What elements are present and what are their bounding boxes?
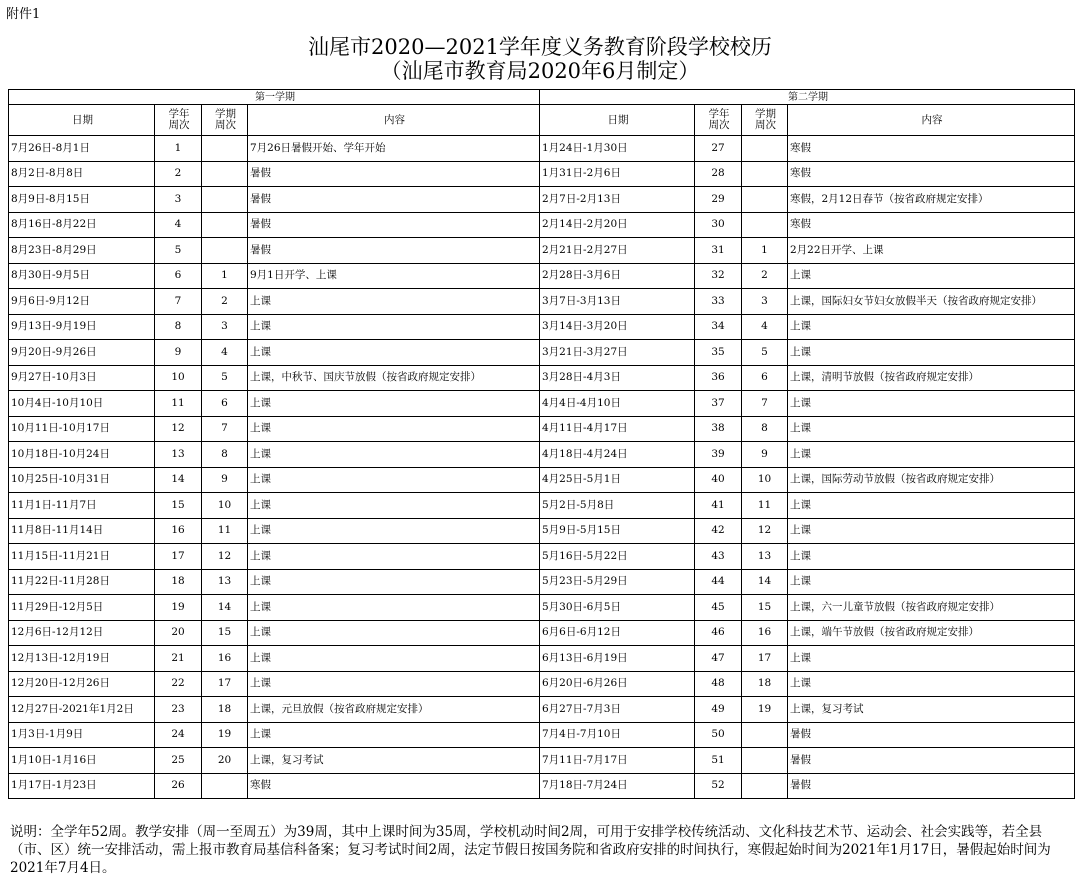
year-week-cell: 24: [155, 722, 202, 748]
term-week-cell: 16: [742, 620, 788, 646]
term-week-cell: [202, 136, 248, 162]
term-week-cell: [202, 187, 248, 213]
table-row: [9, 212, 1075, 238]
date-cell: 6月6日-6月12日: [540, 620, 695, 646]
content-cell: 上课: [788, 263, 1075, 289]
term-week-cell: 19: [202, 722, 248, 748]
table-row: [9, 748, 1075, 774]
content-cell: 上课: [248, 314, 540, 340]
content-cell: 寒假: [248, 773, 540, 799]
term-week-cell: [742, 161, 788, 187]
header-date: 日期: [9, 105, 155, 136]
date-cell: 4月25日-5月1日: [540, 467, 695, 493]
year-week-cell: 22: [155, 671, 202, 697]
date-cell: 3月7日-3月13日: [540, 289, 695, 315]
year-week-cell: 18: [155, 569, 202, 595]
date-cell: 1月10日-1月16日: [9, 748, 155, 774]
term-week-cell: 14: [202, 595, 248, 621]
year-week-cell: 35: [695, 340, 742, 366]
content-cell: 上课，清明节放假（按省政府规定安排）: [788, 365, 1075, 391]
header-content: 内容: [788, 105, 1075, 136]
year-week-cell: 49: [695, 697, 742, 723]
term-week-cell: 2: [742, 263, 788, 289]
term-week-cell: 3: [742, 289, 788, 315]
column-header-row: [9, 105, 1075, 136]
term-week-cell: [742, 773, 788, 799]
content-cell: 上课: [788, 518, 1075, 544]
year-week-cell: 37: [695, 391, 742, 417]
term-week-cell: 6: [742, 365, 788, 391]
content-cell: 上课: [248, 442, 540, 468]
table-row: [9, 263, 1075, 289]
table-row: [9, 442, 1075, 468]
term-week-cell: 14: [742, 569, 788, 595]
date-cell: 12月6日-12月12日: [9, 620, 155, 646]
year-week-cell: 40: [695, 467, 742, 493]
content-cell: 上课: [788, 671, 1075, 697]
term-week-cell: 1: [202, 263, 248, 289]
content-cell: 寒假: [788, 136, 1075, 162]
year-week-cell: 50: [695, 722, 742, 748]
date-cell: 8月2日-8月8日: [9, 161, 155, 187]
table-row: [9, 161, 1075, 187]
term-week-cell: [202, 212, 248, 238]
term-week-cell: 9: [742, 442, 788, 468]
year-week-cell: 10: [155, 365, 202, 391]
term-week-cell: 12: [202, 544, 248, 570]
semester-2-header: 第二学期: [540, 90, 1075, 105]
content-cell: 上课: [788, 493, 1075, 519]
date-cell: 8月23日-8月29日: [9, 238, 155, 264]
table-row: [9, 569, 1075, 595]
table-row: [9, 544, 1075, 570]
date-cell: 4月18日-4月24日: [540, 442, 695, 468]
header-term-week: 学期周次: [742, 105, 788, 136]
year-week-cell: 16: [155, 518, 202, 544]
content-cell: 上课: [248, 391, 540, 417]
content-cell: 暑假: [248, 212, 540, 238]
year-week-cell: 45: [695, 595, 742, 621]
year-week-cell: 8: [155, 314, 202, 340]
date-cell: 9月6日-9月12日: [9, 289, 155, 315]
content-cell: 寒假: [788, 212, 1075, 238]
content-cell: 上课: [248, 595, 540, 621]
year-week-cell: 47: [695, 646, 742, 672]
content-cell: 寒假，2月12日春节（按省政府规定安排）: [788, 187, 1075, 213]
term-week-cell: [742, 187, 788, 213]
term-week-cell: 18: [202, 697, 248, 723]
date-cell: 9月27日-10月3日: [9, 365, 155, 391]
content-cell: 上课: [248, 544, 540, 570]
content-cell: 暑假: [788, 722, 1075, 748]
date-cell: 5月23日-5月29日: [540, 569, 695, 595]
term-week-cell: 13: [202, 569, 248, 595]
year-week-cell: 28: [695, 161, 742, 187]
header-year-week: 学年周次: [155, 105, 202, 136]
date-cell: 12月20日-12月26日: [9, 671, 155, 697]
date-cell: 3月14日-3月20日: [540, 314, 695, 340]
term-week-cell: [742, 748, 788, 774]
year-week-cell: 51: [695, 748, 742, 774]
term-week-cell: 7: [202, 416, 248, 442]
date-cell: 7月11日-7月17日: [540, 748, 695, 774]
table-row: [9, 646, 1075, 672]
year-week-cell: 17: [155, 544, 202, 570]
content-cell: 上课: [248, 646, 540, 672]
date-cell: 11月15日-11月21日: [9, 544, 155, 570]
term-week-cell: 11: [202, 518, 248, 544]
date-cell: 7月4日-7月10日: [540, 722, 695, 748]
table-row: [9, 671, 1075, 697]
table-row: [9, 238, 1075, 264]
content-cell: 上课: [788, 314, 1075, 340]
term-week-cell: 4: [202, 340, 248, 366]
content-cell: 上课: [788, 569, 1075, 595]
content-cell: 9月1日开学、上课: [248, 263, 540, 289]
date-cell: 8月9日-8月15日: [9, 187, 155, 213]
term-week-cell: [742, 722, 788, 748]
content-cell: 暑假: [788, 748, 1075, 774]
content-cell: 上课，元旦放假（按省政府规定安排）: [248, 697, 540, 723]
content-cell: 暑假: [248, 187, 540, 213]
date-cell: 11月29日-12月5日: [9, 595, 155, 621]
content-cell: 上课: [248, 340, 540, 366]
year-week-cell: 15: [155, 493, 202, 519]
date-cell: 12月27日-2021年1月2日: [9, 697, 155, 723]
year-week-cell: 23: [155, 697, 202, 723]
content-cell: 上课: [788, 340, 1075, 366]
date-cell: 4月4日-4月10日: [540, 391, 695, 417]
year-week-cell: 4: [155, 212, 202, 238]
year-week-cell: 12: [155, 416, 202, 442]
content-cell: 暑假: [788, 773, 1075, 799]
table-row: [9, 391, 1075, 417]
date-cell: 10月18日-10月24日: [9, 442, 155, 468]
term-week-cell: 15: [202, 620, 248, 646]
year-week-cell: 52: [695, 773, 742, 799]
table-row: [9, 416, 1075, 442]
term-week-cell: 10: [742, 467, 788, 493]
page-title: 汕尾市2020—2021学年度义务教育阶段学校校历: [308, 35, 772, 59]
content-cell: 上课，国际劳动节放假（按省政府规定安排）: [788, 467, 1075, 493]
date-cell: 9月13日-9月19日: [9, 314, 155, 340]
date-cell: 5月30日-6月5日: [540, 595, 695, 621]
term-week-cell: 4: [742, 314, 788, 340]
year-week-cell: 32: [695, 263, 742, 289]
year-week-cell: 1: [155, 136, 202, 162]
date-cell: 12月13日-12月19日: [9, 646, 155, 672]
content-cell: 上课: [248, 289, 540, 315]
content-cell: 上课: [788, 391, 1075, 417]
content-cell: 暑假: [248, 161, 540, 187]
content-cell: 上课: [788, 544, 1075, 570]
content-cell: 上课: [248, 671, 540, 697]
term-week-cell: 15: [742, 595, 788, 621]
year-week-cell: 25: [155, 748, 202, 774]
table-row: [9, 314, 1075, 340]
content-cell: 上课: [248, 467, 540, 493]
table-row: [9, 365, 1075, 391]
year-week-cell: 41: [695, 493, 742, 519]
year-week-cell: 19: [155, 595, 202, 621]
content-cell: 上课: [788, 442, 1075, 468]
year-week-cell: 43: [695, 544, 742, 570]
content-cell: 7月26日暑假开始、学年开始: [248, 136, 540, 162]
term-week-cell: 11: [742, 493, 788, 519]
year-week-cell: 13: [155, 442, 202, 468]
header-year-week: 学年周次: [695, 105, 742, 136]
year-week-cell: 7: [155, 289, 202, 315]
term-week-cell: 6: [202, 391, 248, 417]
date-cell: 8月30日-9月5日: [9, 263, 155, 289]
attachment-label: 附件1: [6, 7, 41, 22]
term-week-cell: [742, 136, 788, 162]
footnote: 说明：全学年52周。教学安排（周一至周五）为39周，其中上课时间为35周，学校机动时间2周，可用于安排学校传统活动、文化科技艺术节、运动会、社会实践等，若全县（市、区）统一安排活动，需上报市教育局基信科备案；复习考试时间2周，法定节假日按国务院和省政府安排的时间执行，寒假起始时间为2021年1月17日，暑假起始时间为2021年7月4日。: [10, 824, 1051, 876]
table-row: [9, 187, 1075, 213]
year-week-cell: 48: [695, 671, 742, 697]
date-cell: 9月20日-9月26日: [9, 340, 155, 366]
date-cell: 2月28日-3月6日: [540, 263, 695, 289]
date-cell: 1月24日-1月30日: [540, 136, 695, 162]
term-week-cell: 8: [742, 416, 788, 442]
table-row: [9, 518, 1075, 544]
content-cell: 上课: [248, 518, 540, 544]
year-week-cell: 26: [155, 773, 202, 799]
page-subtitle: （汕尾市教育局2020年6月制定）: [380, 59, 700, 83]
date-cell: 3月28日-4月3日: [540, 365, 695, 391]
date-cell: 11月8日-11月14日: [9, 518, 155, 544]
date-cell: 11月1日-11月7日: [9, 493, 155, 519]
year-week-cell: 31: [695, 238, 742, 264]
term-week-cell: 1: [742, 238, 788, 264]
school-calendar-table: [8, 89, 1075, 799]
term-week-cell: [742, 212, 788, 238]
term-week-cell: 5: [202, 365, 248, 391]
term-week-cell: 13: [742, 544, 788, 570]
date-cell: 4月11日-4月17日: [540, 416, 695, 442]
year-week-cell: 46: [695, 620, 742, 646]
year-week-cell: 30: [695, 212, 742, 238]
date-cell: 5月16日-5月22日: [540, 544, 695, 570]
content-cell: 上课: [248, 722, 540, 748]
year-week-cell: 27: [695, 136, 742, 162]
year-week-cell: 21: [155, 646, 202, 672]
header-content: 内容: [248, 105, 540, 136]
term-week-cell: 18: [742, 671, 788, 697]
header-term-week: 学期周次: [202, 105, 248, 136]
date-cell: 2月21日-2月27日: [540, 238, 695, 264]
content-cell: 2月22日开学、上课: [788, 238, 1075, 264]
content-cell: 寒假: [788, 161, 1075, 187]
table-row: [9, 340, 1075, 366]
term-week-cell: 17: [202, 671, 248, 697]
term-week-cell: 17: [742, 646, 788, 672]
term-week-cell: 3: [202, 314, 248, 340]
year-week-cell: 11: [155, 391, 202, 417]
date-cell: 10月25日-10月31日: [9, 467, 155, 493]
year-week-cell: 3: [155, 187, 202, 213]
term-week-cell: 5: [742, 340, 788, 366]
year-week-cell: 9: [155, 340, 202, 366]
term-week-cell: 7: [742, 391, 788, 417]
term-week-cell: 2: [202, 289, 248, 315]
date-cell: 7月18日-7月24日: [540, 773, 695, 799]
semester-header-row: [9, 90, 1075, 105]
date-cell: 10月4日-10月10日: [9, 391, 155, 417]
year-week-cell: 36: [695, 365, 742, 391]
date-cell: 7月26日-8月1日: [9, 136, 155, 162]
term-week-cell: [202, 773, 248, 799]
semester-1-header: 第一学期: [9, 90, 540, 105]
year-week-cell: 33: [695, 289, 742, 315]
year-week-cell: 44: [695, 569, 742, 595]
content-cell: 上课: [248, 416, 540, 442]
content-cell: 暑假: [248, 238, 540, 264]
table-row: [9, 467, 1075, 493]
year-week-cell: 29: [695, 187, 742, 213]
date-cell: 3月21日-3月27日: [540, 340, 695, 366]
table-row: [9, 697, 1075, 723]
date-cell: 6月13日-6月19日: [540, 646, 695, 672]
year-week-cell: 5: [155, 238, 202, 264]
year-week-cell: 20: [155, 620, 202, 646]
date-cell: 5月2日-5月8日: [540, 493, 695, 519]
year-week-cell: 42: [695, 518, 742, 544]
content-cell: 上课: [248, 569, 540, 595]
date-cell: 11月22日-11月28日: [9, 569, 155, 595]
date-cell: 5月9日-5月15日: [540, 518, 695, 544]
year-week-cell: 39: [695, 442, 742, 468]
table-row: [9, 773, 1075, 799]
content-cell: 上课，端午节放假（按省政府规定安排）: [788, 620, 1075, 646]
content-cell: 上课，复习考试: [248, 748, 540, 774]
date-cell: 2月7日-2月13日: [540, 187, 695, 213]
content-cell: 上课: [788, 416, 1075, 442]
table-row: [9, 136, 1075, 162]
term-week-cell: 9: [202, 467, 248, 493]
year-week-cell: 34: [695, 314, 742, 340]
term-week-cell: [202, 238, 248, 264]
content-cell: 上课，国际妇女节妇女放假半天（按省政府规定安排）: [788, 289, 1075, 315]
term-week-cell: 10: [202, 493, 248, 519]
date-cell: 8月16日-8月22日: [9, 212, 155, 238]
year-week-cell: 14: [155, 467, 202, 493]
date-cell: 10月11日-10月17日: [9, 416, 155, 442]
content-cell: 上课: [788, 646, 1075, 672]
date-cell: 6月20日-6月26日: [540, 671, 695, 697]
term-week-cell: 12: [742, 518, 788, 544]
year-week-cell: 2: [155, 161, 202, 187]
date-cell: 6月27日-7月3日: [540, 697, 695, 723]
term-week-cell: 19: [742, 697, 788, 723]
date-cell: 1月31日-2月6日: [540, 161, 695, 187]
table-row: [9, 620, 1075, 646]
table-row: [9, 595, 1075, 621]
year-week-cell: 6: [155, 263, 202, 289]
date-cell: 1月3日-1月9日: [9, 722, 155, 748]
content-cell: 上课，中秋节、国庆节放假（按省政府规定安排）: [248, 365, 540, 391]
year-week-cell: 38: [695, 416, 742, 442]
term-week-cell: 8: [202, 442, 248, 468]
date-cell: 1月17日-1月23日: [9, 773, 155, 799]
content-cell: 上课: [248, 493, 540, 519]
term-week-cell: 16: [202, 646, 248, 672]
table-row: [9, 722, 1075, 748]
content-cell: 上课，复习考试: [788, 697, 1075, 723]
content-cell: 上课: [248, 620, 540, 646]
table-row: [9, 493, 1075, 519]
table-row: [9, 289, 1075, 315]
content-cell: 上课，六一儿童节放假（按省政府规定安排）: [788, 595, 1075, 621]
term-week-cell: [202, 161, 248, 187]
date-cell: 2月14日-2月20日: [540, 212, 695, 238]
header-date: 日期: [540, 105, 695, 136]
term-week-cell: 20: [202, 748, 248, 774]
